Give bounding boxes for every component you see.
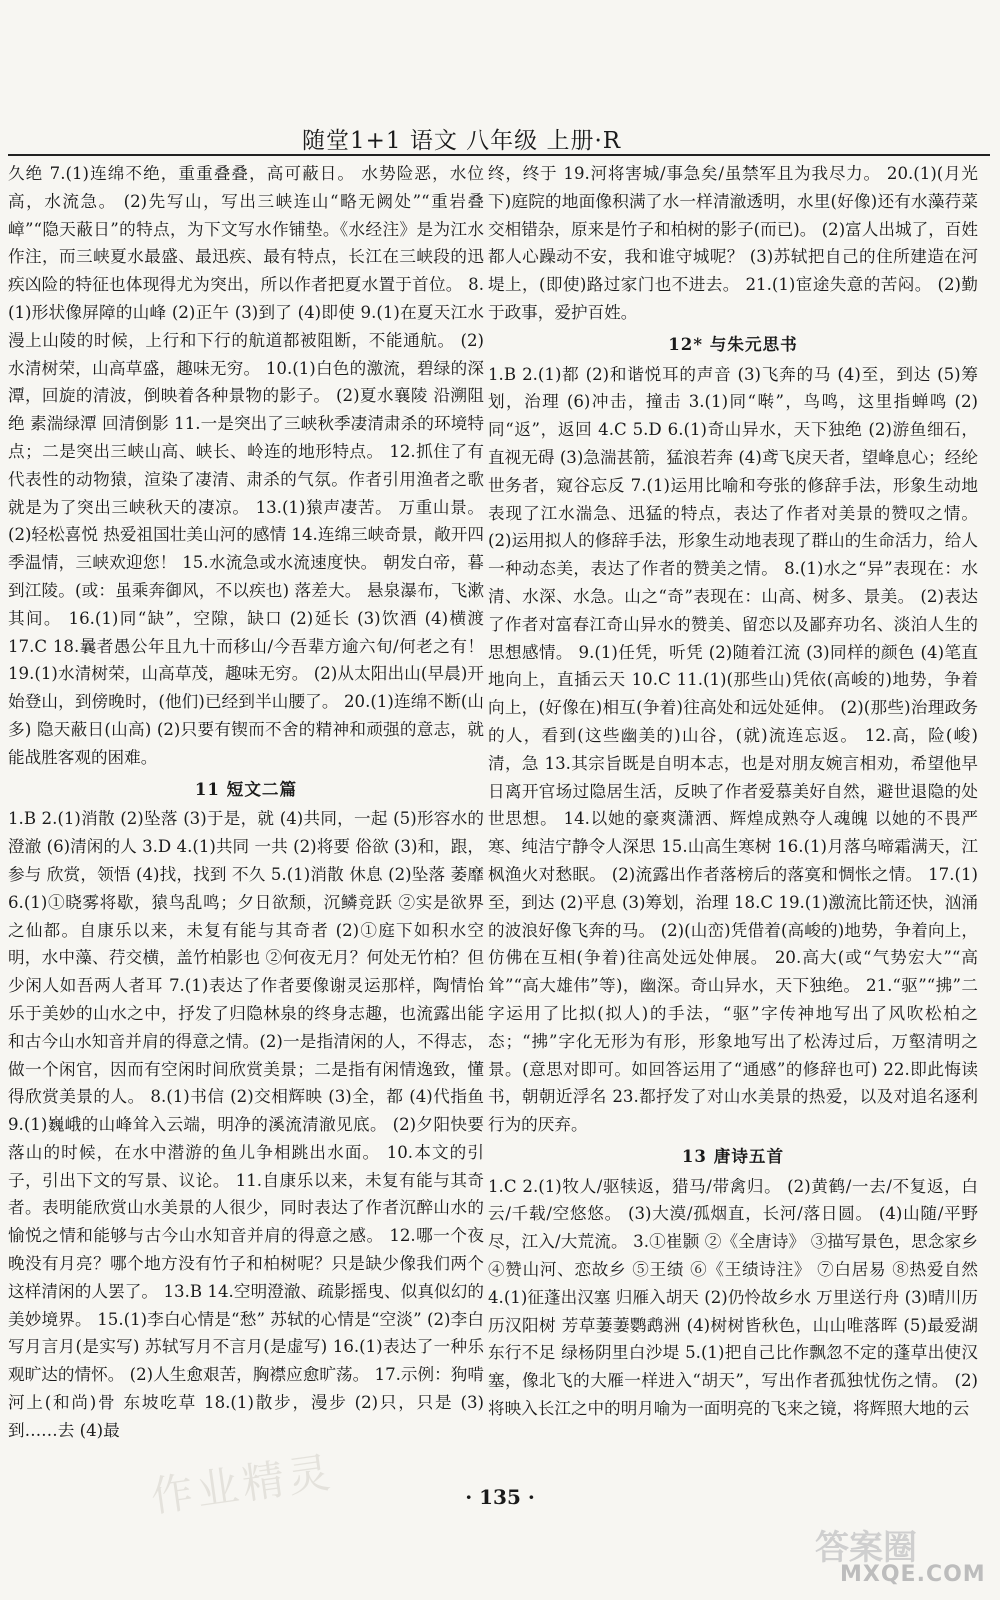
section-title: 12* 与朱元思书 <box>668 333 798 354</box>
answer-block: 1.C 2.(1)牧人/驱犊返，猎马/带禽归。 (2)黄鹤/一去/不复返，白云/千载/空悠悠。 (3)大漠/孤烟直，长河/落日圆。 (4)山随/平野尽，江入/大荒流。 3.①崔颢 ②《全唐诗》 ③描写景色，思念家乡 ④赞山河、恋故乡 ⑤王绩 ⑥《王绩诗注》 ⑦白居易 ⑧热爱自然 4.(1)征蓬出汉塞 归雁入胡天 (2)仍怜故乡水 万里送行舟 (3)晴川历历汉阳树 芳草萋萋鹦鹉洲 (4)树树皆秋色，山山唯落晖 (5)最爱湖东行不足 绿杨阴里白沙堤 5.(1)把自己比作飘忽不定的蓬草出使汉塞，像北飞的大雁一样进入“胡天”，写出作者孤独忧伤之情。 (2)将映入长江之中的明月喻为一面明亮的飞来之镜，将辉照大地的云 <box>488 1176 978 1419</box>
answer-block: 终，终于 19.河将害城/事急矣/虽禁军且为我尽力。 20.(1)(月光下)庭院的地面像积满了水一样清澈透明，水里(好像)还有水藻荇菜交相错杂，原来是竹子和柏树的影子(而已)。 (2)富人出城了，百姓都人心躁动不安，我和谁守城呢？ (3)苏轼把自己的住所建造在河堤上，(即使)路过家门也不进去。 21.(1)宦途失意的苦闷。 (2)勤于政事，爱护百姓。 <box>488 164 978 322</box>
section-title: 11 短文二篇 <box>194 778 298 799</box>
answer-block: 1.B 2.(1)消散 (2)坠落 (3)于是，就 (4)共同，一起 (5)形容水的澄澈 (6)清闲的人 3.D 4.(1)共同 一共 (2)将要 俗欲 (3)和，跟，参与 欣赏，领悟 (4)找，找到 不久 5.(1)消散 休息 (2)坠落 萎靡 6.(1)①晓雾将歇，猿鸟乱鸣；夕日欲颓，沉鳞竞跃 ②实是欲界之仙都。自康乐以来，未复有能与其奇者 (2)①庭下如积水空明，水中藻、荇交横，盖竹柏影也 ②何夜无月？何处无竹柏？但少闲人如吾两人者耳 7.(1)表达了作者要像谢灵运那样，陶情怡乐于美妙的山水之中，抒发了归隐林泉的终身志趣，也流露出能和古今山水知音并肩的得意之情。(2)一是指清闲的人，不得志，做一个闲官，因而有空闲时间欣赏美景；二是指有闲情逸致，懂得欣赏美景的人。 8.(1)书信 (2)交相辉映 (3)全，都 (4)代指鱼 9.(1)巍峨的山峰耸入云端，明净的溪流清澈见底。 (2)夕阳快要落山的时候，在水中潜游的鱼儿争相跳出水面。 10.本文的引子，引出下文的写景、议论。 11.自康乐以来，未复有能与其奇者。表明能欣赏山水美景的人很少，同时表达了作者沉醉山水的愉悦之情和能够与古今山水知音并肩的得意之感。 12.哪一个夜晚没有月亮？哪个地方没有竹子和柏树呢？只是缺少像我们两个这样清闲的人罢了。 13.B 14.空明澄澈、疏影摇曳、似真似幻的美妙境界。 15.(1)李白心情是“愁” 苏轼的心情是“空淡” (2)李白写月言月(是实写) 苏轼写月不言月(是虚写) 16.(1)表达了一种乐观旷达的情怀。 (2)人生愈艰苦，胸襟应愈旷荡。 17.示例：狗啃河上(和尚)骨 东坡吃草 18.(1)散步，漫步 (2)只，只是 (3)到……去 (4)最 <box>8 809 484 1440</box>
right-column <box>488 160 978 1423</box>
answer-block: 久绝 7.(1)连绵不绝，重重叠叠，高可蔽日。 水势险恶，水位高，水流急。 (2)先写山，写出三峡连山“略无阙处”“重岩叠嶂”“隐天蔽日”的特点，为下文写水作铺垫。《水经注》是为江水作注，而三峡夏水最盛、最迅疾、最有特点，长江在三峡段的迅疾凶险的特征也体现得尤为突出，所以作者把夏水置于首位。 8.(1)形状像屏障的山峰 (2)正午 (3)到了 (4)即使 9.(1)在夏天江水漫上山陵的时候，上行和下行的航道都被阻断，不能通航。 (2)水清树荣，山高草盛，趣味无穷。 10.(1)白色的激流，碧绿的深潭，回旋的清波，倒映着各种景物的影子。 (2)夏水襄陵 沿溯阻绝 素湍绿潭 回清倒影 11.一是突出了三峡秋季凄清肃杀的环境特点；二是突出三峡山高、峡长、岭连的地形特点。 12.抓住了有代表性的动物猿，渲染了凄清、肃杀的气氛。作者引用渔者之歌就是为了突出三峡秋天的凄凉。 13.(1)猿声凄苦。 万重山景。 (2)轻松喜悦 热爱祖国壮美山河的感情 14.连绵三峡奇景，敞开四季温情，三峡欢迎您！ 15.水流急或水流速度快。 朝发白帝，暮到江陵。(或：虽乘奔御风，不以疾也) 落差大。 悬泉瀑布，飞漱其间。 16.(1)同“缺”，空隙，缺口 (2)延长 (3)饮酒 (4)横渡 17.C 18.曩者愚公年且九十而移山/今吾辈方逾六旬/何老之有！ 19.(1)水清树荣，山高草茂，趣味无穷。 (2)从太阳出山(早晨)开始登山，到傍晚时，(他们)已经到半山腰了。 20.(1)连绵不断(山多) 隐天蔽日(山高) (2)只要有锲而不舍的精神和顽强的意志，就能战胜客观的困难。 <box>8 164 484 767</box>
watermark-url: MXQE.COM <box>840 1562 986 1587</box>
section-title: 13 唐诗五首 <box>681 1145 785 1166</box>
watermark-stamp: 作业精灵 <box>147 1447 337 1522</box>
header-rule <box>8 154 990 156</box>
page-header <box>0 122 1000 156</box>
header-title: 随堂1+1 语文 八年级 上册·R <box>302 128 622 154</box>
answer-block: 1.B 2.(1)都 (2)和谐悦耳的声音 (3)飞奔的马 (4)至，到达 (5)筹划，治理 (6)冲击，撞击 3.(1)同“啭”，鸟鸣，这里指蝉鸣 (2)同“返”，返回 4.C 5.D 6.(1)奇山异水，天下独绝 (2)游鱼细石，直视无碍 (3)急湍甚箭，猛浪若奔 (4)鸢飞戾天者，望峰息心；经纶世务者，窥谷忘反 7.(1)运用比喻和夸张的修辞手法，形象生动地表现了江水湍急、迅猛的特点，表达了作者对美景的赞叹之情。 (2)运用拟人的修辞手法，形象生动地表现了群山的生命活力，给人一种动态美，表达了作者的赞美之情。 8.(1)水之“异”表现在：水清、水深、水急。山之“奇”表现在：山高、树多、景美。 (2)表达了作者对富春江奇山异水的赞美、留恋以及鄙弃功名、淡泊人生的思想感情。 9.(1)任凭，听凭 (2)随着江流 (3)同样的颜色 (4)笔直地向上，直插云天 10.C 11.(1)(那些山)凭依(高峻的)地势，争着向上，(好像在)相互(争着)往高处和远处延伸。 (2)(那些)治理政务的人，看到(这些幽美的)山谷，(就)流连忘返。 12.高，险(峻) 清，急 13.其宗旨既是自明本志，也是对朋友婉言相劝，希望他早日离开官场过隐居生活，反映了作者爱慕美好自然，避世退隐的处世思想。 14.以她的豪爽潇洒、辉煌成熟夺人魂魄 以她的不畏严寒、纯洁宁静令人深思 15.山高生寒树 16.(1)月落乌啼霜满天，江枫渔火对愁眠。 (2)流露出作者落榜后的落寞和惆怅之情。 17.(1)至，到达 (2)平息 (3)筹划，治理 18.C 19.(1)激流比箭还快，汹涌的波浪好像飞奔的马。 (2)(山峦)凭借着(高峻的)地势，争着向上，仿佛在互相(争着)往高处远处伸展。 20.高大(或“气势宏大”“高耸”“高大雄伟”等)，幽深。奇山异水，天下独绝。 21.“驱”“拂”二字运用了比拟(拟人)的手法，“驱”字传神地写出了风吹松柏之态；“拂”字化无形为有形，形象地写出了松涛过后，万壑清明之景。(意思对即可。如回答运用了“通感”的修辞也可) 22.即此悔读书，朝朝近浮名 23.都抒发了对山水美景的热爱，以及对追名逐利行为的厌弃。 <box>488 364 978 1135</box>
page-number: · 135 · <box>465 1485 535 1509</box>
left-column <box>8 160 484 1445</box>
watermark-logo: 答案圈 <box>815 1528 917 1568</box>
